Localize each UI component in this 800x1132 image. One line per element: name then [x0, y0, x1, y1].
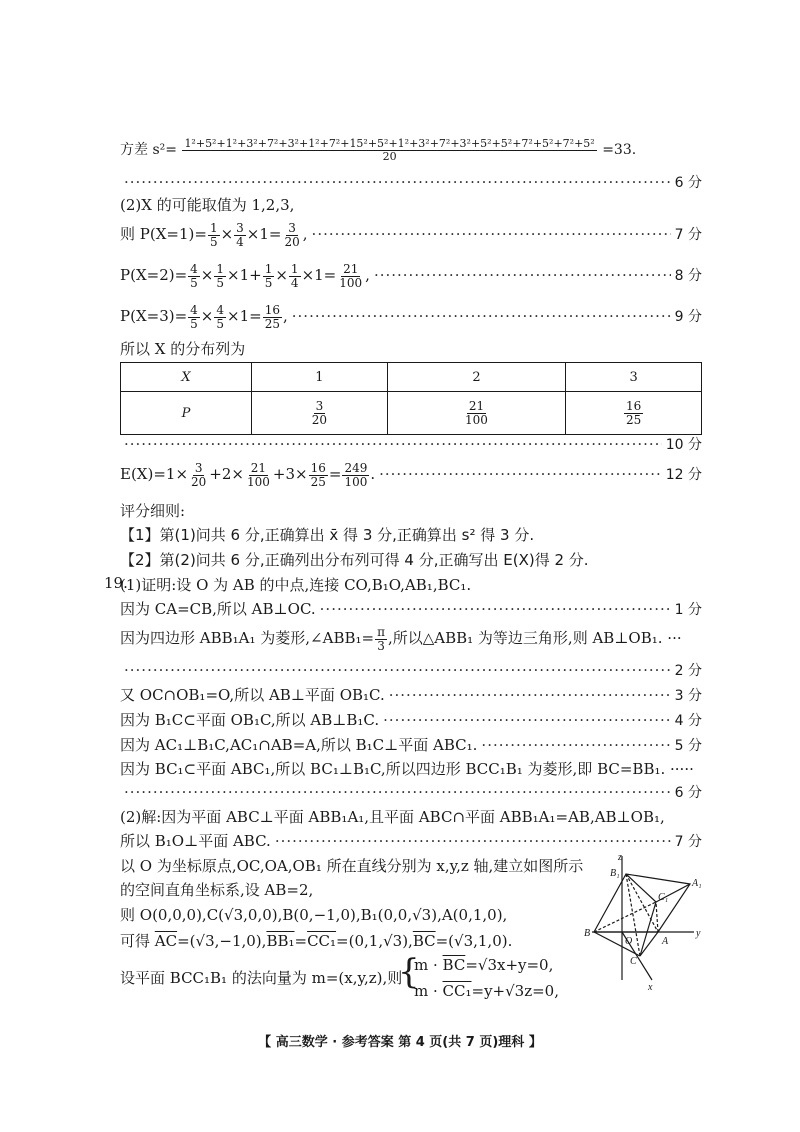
frac-num: 3 — [236, 221, 244, 235]
frac-num: 1 — [216, 262, 225, 276]
table-cell — [252, 392, 388, 435]
label-b1: B₁ — [610, 868, 620, 879]
system-eq-2 — [414, 982, 559, 1000]
prism-figure — [582, 852, 712, 992]
frac-den: 5 — [190, 275, 198, 290]
fraction — [463, 400, 490, 426]
fraction — [289, 263, 301, 289]
label-a: A — [662, 936, 669, 947]
label-b: B — [584, 928, 591, 939]
q19-line-11: 的空间直角坐标系,设 AB=2, — [120, 881, 314, 899]
grading-item-1: 【1】第(1)问共 6 分,正确算出 x̄ 得 3 分,正确算出 s² 得 3 分. — [120, 526, 535, 544]
score-row-8 — [120, 263, 702, 289]
fraction — [375, 626, 387, 652]
score-row-7b — [120, 830, 702, 851]
fraction — [188, 304, 200, 330]
q19-line-14: 设平面 BCC₁B₁ 的法向量为 m=(x,y,z),则 — [120, 969, 403, 987]
q19-line-13d: =(0,1,√3), — [336, 932, 413, 950]
q19-line-10: 以 O 为坐标原点,OC,OA,OB₁ 所在直线分别为 x,y,z 轴,建立如图所示 — [120, 857, 584, 875]
table-row — [121, 363, 702, 392]
expectation-formula: E(X)=1× $\frac{3}{20}$ +2× $\frac{21}{100}$ +3× $\frac{16}{25}$ = $\frac{249}{100}$ . — [120, 461, 376, 489]
vector-ac: $\overline{AC}$ — [154, 932, 178, 950]
fraction — [214, 304, 226, 330]
edge-bc1 — [594, 902, 656, 932]
score-mark: 8 分 — [674, 268, 702, 285]
q19-line-8: (2)解:因为平面 ABC⊥平面 ABB₁A₁,且平面 ABC∩平面 ABB₁A₁=AB,AB⊥OB₁, — [120, 808, 665, 826]
variance-formula — [120, 138, 636, 162]
table-cell: 1 — [252, 363, 388, 392]
frac-den: 100 — [246, 474, 270, 489]
exp-prefix: E(X)=1× — [120, 465, 189, 484]
page-footer: 【 高三数学 · 参考答案 第 4 页(共 7 页)理科 】 — [258, 1035, 542, 1050]
frac-den: 20 — [284, 234, 300, 249]
score-row-9 — [120, 304, 702, 330]
question-number: 19. — [104, 574, 128, 592]
p1-formula: 则 P(X=1)= $\frac{1}{5}$ × $\frac{3}{4}$ ×1= $\frac{3}{20}$ , — [120, 221, 308, 249]
score-mark: 9 分 — [674, 309, 702, 326]
table-cell: P — [121, 392, 252, 435]
frac-num: 4 — [190, 303, 198, 317]
table-cell: 2 — [387, 363, 565, 392]
exp-mid1: +2× — [209, 465, 244, 484]
frac-den: 20 — [191, 474, 207, 489]
frac-num: 16 — [310, 461, 326, 475]
score-row-10 — [120, 434, 702, 454]
fraction — [337, 263, 364, 289]
frac-den: 5 — [264, 275, 273, 290]
label-x: x — [648, 982, 653, 992]
score-row-12 — [120, 462, 702, 488]
fraction — [263, 263, 275, 289]
frac-num: 21 — [343, 262, 359, 276]
score-mark: 6 分 — [674, 785, 702, 801]
fraction — [624, 400, 643, 426]
dist-intro: 所以 X 的分布列为 — [120, 340, 246, 358]
score-row-6b — [120, 782, 702, 802]
fraction — [309, 462, 328, 488]
variance-numerator: 1²+5²+1²+3²+7²+3²+1²+7²+15²+5²+1²+3²+7²+3²+5²+5²+7²+5²+7²+5² — [184, 137, 595, 150]
score-mark: 7 分 — [674, 227, 702, 244]
exp-eq: = — [328, 465, 342, 484]
fraction — [263, 304, 282, 330]
q19-line-6: 因为 AC₁⊥B₁C,AC₁∩AB=A,所以 B₁C⊥平面 ABC₁. — [120, 736, 478, 754]
p1-prefix: 则 P(X=1)= — [120, 225, 207, 244]
variance-label: 方差 s²= — [120, 142, 177, 159]
variance-result: =33. — [602, 142, 637, 159]
frac-den: 100 — [339, 275, 363, 290]
q19-line-9: 所以 B₁O⊥平面 ABC. — [120, 832, 271, 850]
frac-den: 5 — [216, 316, 225, 331]
exp-mid2: +3× — [272, 465, 308, 484]
vector-cc1: CC₁ — [307, 932, 337, 950]
distribution-table — [120, 362, 702, 435]
fraction — [234, 222, 246, 248]
q19-line-3a: 因为四边形 ABB₁A₁ 为菱形,∠ABB₁= — [120, 629, 375, 648]
frac-den: 100 — [344, 474, 368, 489]
edge-bc — [594, 932, 640, 956]
q19-line-13 — [120, 930, 512, 951]
fraction — [189, 462, 208, 488]
q19-line-2: 因为 CA=CB,所以 AB⊥OC. — [120, 600, 316, 618]
vector-bc: $\overline{BC}$ — [442, 956, 466, 974]
fraction — [282, 222, 301, 248]
table-cell: 3 — [566, 363, 702, 392]
grading-item-2: 【2】第(2)问共 6 分,正确列出分布列可得 4 分,正确写出 E(X)得 2 分. — [120, 551, 589, 569]
sys2-prefix: m · — [414, 982, 443, 1000]
fraction — [208, 222, 220, 248]
p3-mid: ×1= — [227, 307, 262, 326]
p2-mid2: ×1= — [301, 266, 337, 285]
q19-line-5: 因为 B₁C⊂平面 OB₁C,所以 AB⊥B₁C. — [120, 711, 380, 729]
label-c: C — [630, 956, 637, 967]
frac-den: 5 — [216, 275, 225, 290]
frac-num: 3 — [194, 461, 203, 475]
score-mark: 6 分 — [674, 175, 702, 191]
vector-bc: $\overline{BC}$ — [412, 932, 436, 950]
frac-num: 1 — [290, 262, 299, 276]
frac-den: 25 — [625, 412, 642, 427]
table-cell — [566, 392, 702, 435]
score-mark: 1 分 — [674, 602, 702, 618]
table-cell — [387, 392, 565, 435]
q19-line-13c: = — [294, 932, 308, 950]
q19-line-3b: ,所以△ABB₁ 为等边三角形,则 AB⊥OB₁. ··· — [387, 629, 682, 648]
frac-num: 21 — [250, 461, 267, 475]
frac-num: 16 — [625, 398, 642, 413]
score-mark: 7 分 — [674, 834, 702, 850]
frac-den: 25 — [310, 474, 326, 489]
score-row-2 — [120, 660, 702, 680]
score-row-1 — [120, 598, 702, 619]
score-row-6a — [120, 172, 702, 192]
frac-num: 3 — [315, 398, 324, 413]
score-mark: 12 分 — [665, 467, 702, 484]
system-brace: { — [398, 952, 420, 992]
fraction — [188, 263, 200, 289]
label-o: O — [625, 936, 633, 947]
sys2-suffix: =y+√3z=0, — [471, 982, 559, 1000]
label-y: y — [696, 928, 701, 939]
frac-den: 5 — [190, 316, 198, 331]
q19-line-3 — [120, 626, 682, 652]
score-mark: 10 分 — [665, 437, 702, 453]
score-row-3 — [120, 684, 702, 705]
table-row — [121, 392, 702, 435]
fraction — [310, 400, 329, 426]
sys1-suffix: =√3x+y=0, — [465, 956, 554, 974]
q19-line-13a: 可得 — [120, 932, 155, 950]
frac-den: 3 — [377, 638, 385, 653]
score-row-4 — [120, 709, 702, 730]
grading-title: 评分细则: — [120, 502, 186, 520]
frac-num: 4 — [216, 303, 225, 317]
q19-line-1: (1)证明:设 O 为 AB 的中点,连接 CO,B₁O,AB₁,BC₁. — [120, 576, 472, 594]
score-mark: 5 分 — [674, 738, 702, 754]
fraction — [342, 462, 369, 488]
frac-den: 4 — [290, 275, 299, 290]
fraction — [214, 263, 226, 289]
frac-den: 4 — [236, 234, 244, 249]
frac-den: 25 — [264, 316, 280, 331]
p3-formula: P(X=3)= $\frac{4}{5}$ × $\frac{4}{5}$ ×1= $\frac{16}{25}$ , — [120, 303, 288, 331]
score-row-7a — [120, 222, 702, 248]
p2-mid1: ×1+ — [227, 266, 262, 285]
frac-den: 100 — [465, 412, 488, 427]
edge-cc1 — [640, 902, 656, 956]
frac-num: π — [377, 625, 385, 639]
vector-cc1: CC₁ — [442, 982, 472, 1000]
part2-intro: (2)X 的可能取值为 1,2,3, — [120, 196, 295, 214]
q19-line-13e: =(√3,1,0). — [435, 932, 513, 950]
table-cell: X — [121, 363, 252, 392]
q19-line-7: 因为 BC₁⊂平面 ABC₁,所以 BC₁⊥B₁C,所以四边形 BCC₁B₁ 为菱形,即 BC=BB₁. ····· — [120, 760, 694, 778]
frac-num: 1 — [264, 262, 273, 276]
variance-denominator: 20 — [382, 149, 397, 163]
score-mark: 3 分 — [674, 688, 702, 704]
score-row-5 — [120, 734, 702, 755]
face-abb1a1 — [594, 874, 690, 932]
edge-ca — [640, 932, 658, 956]
p1-mid: ×1= — [246, 225, 282, 244]
q19-line-12: 则 O(0,0,0),C(√3,0,0),B(0,−1,0),B₁(0,0,√3),A(0,1,0), — [120, 906, 508, 924]
q19-line-13b: =(√3,−1,0), — [177, 932, 267, 950]
frac-num: 16 — [264, 303, 280, 317]
label-c1: C₁ — [658, 892, 669, 903]
score-mark: 2 分 — [674, 663, 702, 679]
label-z: z — [618, 852, 622, 863]
label-a1: A₁ — [692, 878, 702, 889]
frac-den: 5 — [209, 234, 218, 249]
frac-num: 1 — [209, 221, 218, 235]
frac-den: 20 — [311, 412, 328, 427]
sys1-prefix: m · — [414, 956, 443, 974]
p3-prefix: P(X=3)= — [120, 307, 188, 326]
p2-formula: P(X=2)= $\frac{4}{5}$ × $\frac{1}{5}$ ×1+ $\frac{1}{5}$ × $\frac{1}{4}$ ×1= $\frac{21}{100}$ , — [120, 262, 370, 290]
vector-bb1: BB₁ — [266, 932, 295, 950]
variance-fraction — [182, 138, 596, 162]
frac-num: 3 — [288, 221, 296, 235]
system-eq-1 — [414, 956, 553, 974]
frac-num: 21 — [468, 398, 485, 413]
q19-line-4: 又 OC∩OB₁=O,所以 AB⊥平面 OB₁C. — [120, 686, 385, 704]
frac-num: 249 — [344, 461, 368, 475]
edge-ac1 — [656, 902, 658, 932]
p2-prefix: P(X=2)= — [120, 266, 188, 285]
frac-num: 4 — [190, 262, 198, 276]
score-mark: 4 分 — [674, 713, 702, 729]
fraction — [245, 462, 272, 488]
